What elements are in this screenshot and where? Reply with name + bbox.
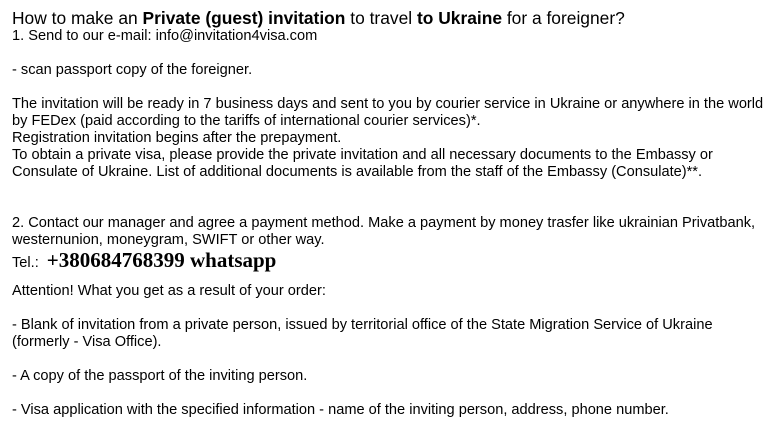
result-item: - Visa application with the specified information - name of the inviting person, address, phone number.: [12, 402, 669, 418]
step-1-prefix: 1. Send to our e-mail:: [12, 28, 156, 44]
title-part-1: How to make an: [12, 8, 143, 28]
page-title: [12, 8, 764, 28]
attention-line: Attention! What you get as a result of your order:: [12, 283, 326, 299]
ready-paragraph: The invitation will be ready in 7 business days and sent to you by courier service in Ukraine or anywhere in the world by FEDex (paid according to the tariffs of international courier services)*.: [12, 96, 764, 129]
obtain-visa-paragraph: To obtain a private visa, please provide the private invitation and all necessary documents to the Embassy or Consulate of Ukraine. List of additional documents is available from the staff of the Embassy (Consulate)**.: [12, 147, 713, 180]
step-2-paragraph: 2. Contact our manager and agree a payment method. Make a payment by money trasfer like ukrainian Privatbank, westernunion, moneygram, SWIFT or other way.: [12, 215, 756, 248]
phone-number[interactable]: +380684768399 whatsapp: [46, 248, 277, 272]
phone-line: [12, 249, 764, 271]
scan-passport-line: - scan passport copy of the foreigner.: [12, 62, 253, 78]
title-bold-invitation: Private (guest) invitation: [142, 8, 346, 28]
result-item: - A copy of the passport of the inviting person.: [12, 368, 308, 384]
phone-label: Tel.:: [12, 255, 39, 271]
email-link[interactable]: info@invitation4visa.com: [155, 28, 318, 44]
registration-line: Registration invitation begins after the prepayment.: [12, 130, 342, 146]
document-body: [12, 8, 764, 419]
result-item: - Blank of invitation from a private person, issued by territorial office of the State Migration Service of Ukraine (formerly - Visa Office).: [12, 317, 713, 350]
step-1-line: [12, 28, 764, 45]
title-part-3: for a foreigner?: [502, 8, 625, 28]
title-bold-ukraine: to Ukraine: [416, 8, 503, 28]
title-part-2: to travel: [345, 8, 417, 28]
